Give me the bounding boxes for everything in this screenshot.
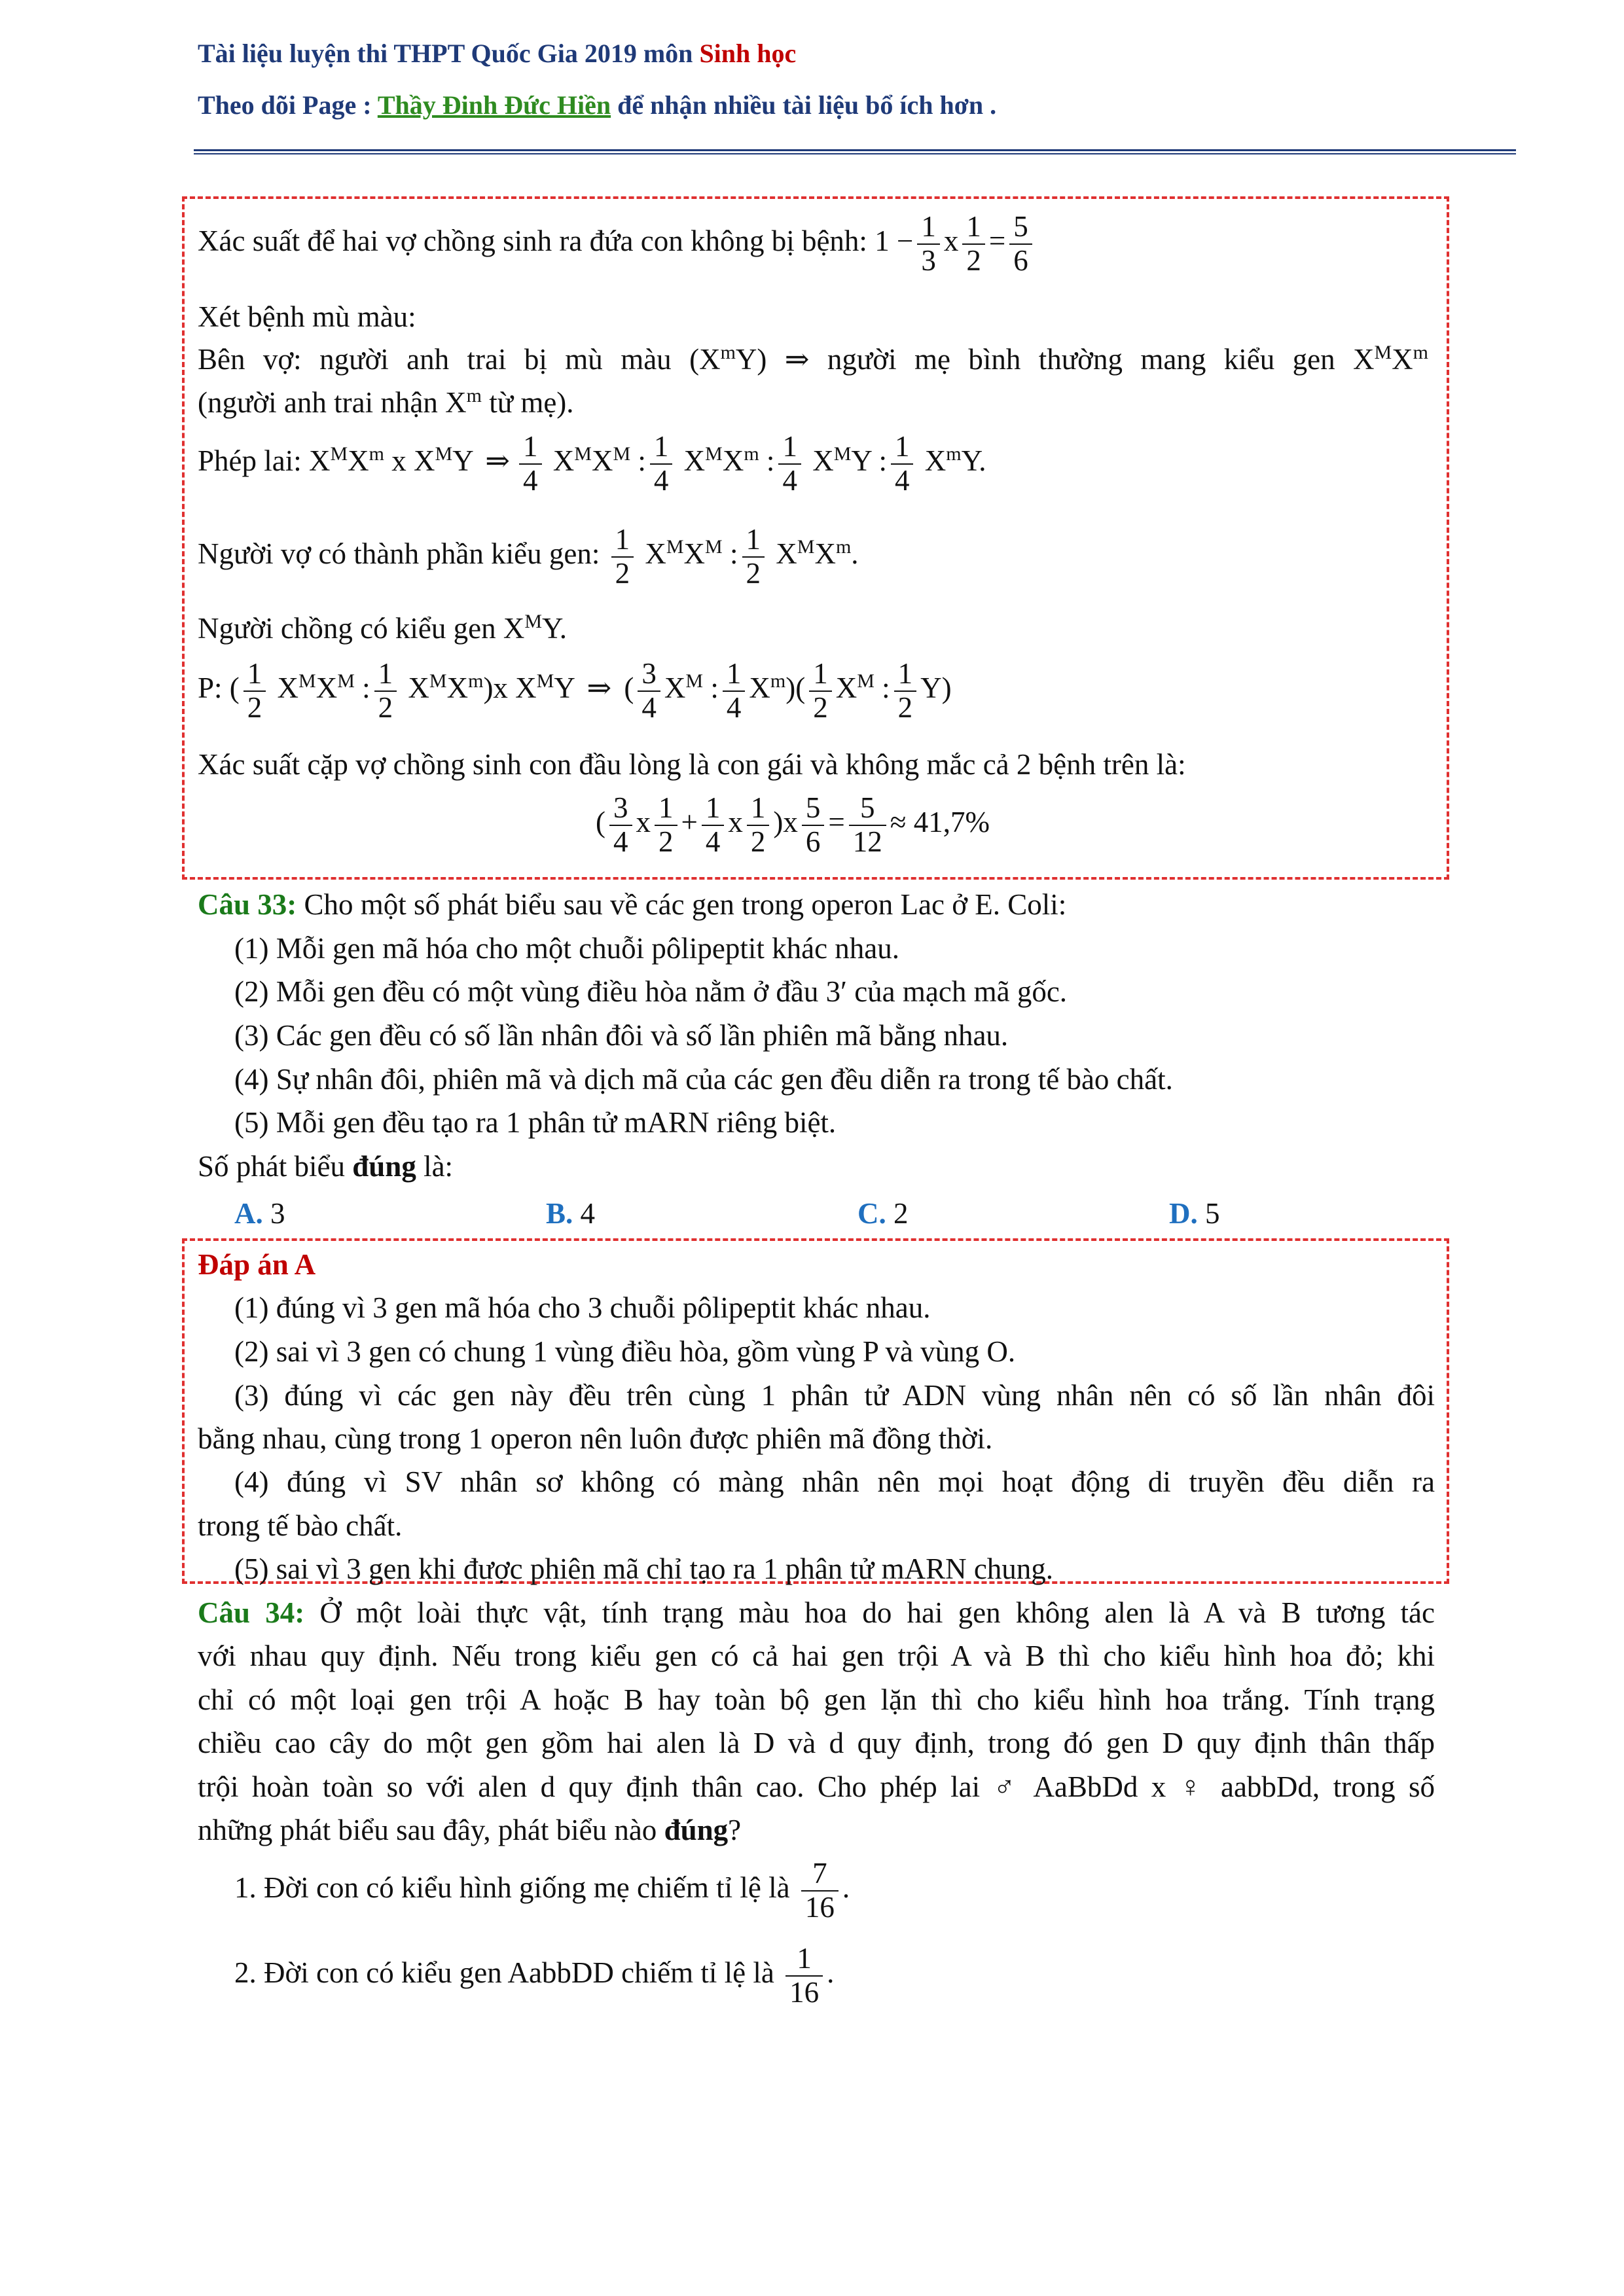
header-divider-thin xyxy=(194,153,1516,154)
option-a[interactable]: A. 3 xyxy=(234,1197,285,1230)
final-result: ≈ 41,7% xyxy=(890,805,990,838)
husband-genotype-line: Người chồng có kiểu gen $X^MY$. xyxy=(198,611,567,645)
wife-genotype-line: Người vợ có thành phần kiểu gen: $\frac{1}{2}$ $X^MX^M$ : $\frac{1}{2}$ $X^MX^m$. xyxy=(198,523,859,590)
question-34-line-6: những phát biểu sau đây, phát biểu nào đúng? xyxy=(198,1814,742,1846)
q33-ask: Số phát biểu đúng là: xyxy=(198,1150,454,1183)
colorblind-heading: Xét bệnh mù màu: xyxy=(198,300,416,333)
answer-33-line-5: (4) đúng vì SV nhân sơ không có màng nhân nên mọi hoạt động di truyền đều diễn ra xyxy=(234,1465,1435,1498)
brother-line: (người anh trai nhận $X^m$ từ mẹ). xyxy=(198,385,574,419)
parents-line: P: ( $\frac{1}{2}$ $X^MX^M$ : $\frac{1}{2}$ $X^MX^m)x$ $X^MY$ ⇒ ( $\frac{3}{4}$ $X^M$ : $\frac{1}{4}$ $X^m$)( $\frac{1}{2}$ $X^M$ : $\frac{1}{2}$ Y) xyxy=(198,657,952,724)
q33-statement-2: (2) Mỗi gen đều có một vùng điều hòa nằm ở đầu 3′ của mạch mã gốc. xyxy=(234,975,1068,1008)
option-d[interactable]: D. 5 xyxy=(1169,1197,1220,1230)
q34-statement-2: 2. Đời con có kiểu gen AabbDD chiếm tỉ lệ là $\frac{1}{16}$ . xyxy=(234,1942,835,2009)
question-34-line-3: chỉ có một loại gen trội A hoặc B hay toàn bộ gen lặn thì cho kiểu hình hoa trắng. Tính trạng xyxy=(198,1683,1435,1716)
final-prob-heading: Xác suất cặp vợ chồng sinh con đầu lòng là con gái và không mắc cả 2 bệnh trên là: xyxy=(198,748,1186,781)
answer-33-line-4: bằng nhau, cùng trong 1 operon nên luôn được phiên mã đồng thời. xyxy=(198,1422,993,1455)
final-prob-formula: ( $\frac{3}{4}$ x $\frac{1}{2}$ + $\frac{1}{4}$ x $\frac{1}{2}$ )x $\frac{5}{6}$ = $\frac{5}{12}$ ≈ 41,7% xyxy=(596,791,990,858)
question-34-line-1: Câu 34: Ở một loài thực vật, tính trạng màu hoa do hai gen không alen là A và B tương tác xyxy=(198,1596,1435,1629)
question-34-line-4: chiều cao cây do một gen gồm hai alen là D và d quy định, trong đó gen D quy định thân thấp xyxy=(198,1727,1435,1759)
question-34-line-5: trội hoàn toàn so với alen d quy định thân cao. Cho phép lai ♂ AaBbDd x ♀ aabbDd, trong số xyxy=(198,1770,1435,1803)
answer-33-line-2: (2) sai vì 3 gen có chung 1 vùng điều hòa, gồm vùng P và vùng O. xyxy=(234,1335,1016,1368)
question-34-line-2: với nhau quy định. Nếu trong kiểu gen có cả hai gen trội A và B thì cho kiểu hình hoa đỏ; khi xyxy=(198,1640,1435,1672)
answer-33-line-7: (5) sai vì 3 gen khi được phiên mã chỉ tạo ra 1 phân tử mARN chung. xyxy=(234,1552,1054,1585)
answer-33-title: Đáp án A xyxy=(198,1248,316,1281)
page-link[interactable]: Thầy Đinh Đức Hiền xyxy=(377,90,611,120)
question-33-stem: Câu 33: Cho một số phát biểu sau về các gen trong operon Lac ở E. Coli: xyxy=(198,888,1067,921)
cross-line: Phép lai: $X^MX^m$ x $X^MY$ ⇒ $\frac{1}{4}$ $X^MX^M$ : $\frac{1}{4}$ $X^MX^m$ : $\frac{1}{4}$ $X^MY$ : $\frac{1}{4}$ $X^mY$. xyxy=(198,430,986,497)
q34-statement-1: 1. Đời con có kiểu hình giống mẹ chiếm tỉ lệ là $\frac{7}{16}$ . xyxy=(234,1857,850,1924)
header-subject: Sinh học xyxy=(699,39,797,68)
prob-healthy-line: Xác suất để hai vợ chồng sinh ra đứa con không bị bệnh: 1 − $\frac{1}{3}$ x $\frac{1}{2}$ = $\frac{5}{6}$ xyxy=(198,211,1036,277)
answer-33-line-6: trong tế bào chất. xyxy=(198,1509,403,1542)
header-title: Tài liệu luyện thi THPT Quốc Gia 2019 môn Sinh học xyxy=(198,39,797,68)
answer-33-line-1: (1) đúng vì 3 gen mã hóa cho 3 chuỗi pôlipeptit khác nhau. xyxy=(234,1291,931,1324)
q33-statement-5: (5) Mỗi gen đều tạo ra 1 phân tử mARN riêng biệt. xyxy=(234,1106,837,1139)
option-b[interactable]: B. 4 xyxy=(546,1197,596,1230)
q33-statement-4: (4) Sự nhân đôi, phiên mã và dịch mã của các gen đều diễn ra trong tế bào chất. xyxy=(234,1063,1173,1096)
header-follow: Theo dõi Page : Thầy Đinh Đức Hiền để nhận nhiều tài liệu bổ ích hơn . xyxy=(198,90,997,120)
q33-statement-3: (3) Các gen đều có số lần nhân đôi và số lần phiên mã bằng nhau. xyxy=(234,1019,1009,1052)
option-c[interactable]: C. 2 xyxy=(857,1197,909,1230)
header-divider xyxy=(194,149,1516,151)
answer-33-line-3: (3) đúng vì các gen này đều trên cùng 1 phân tử ADN vùng nhân nên có số lần nhân đôi xyxy=(234,1379,1435,1412)
wife-side-line: Bên vợ: người anh trai bị mù màu $(X^mY)$ ⇒ người mẹ bình thường mang kiểu gen $X^MX^m$ xyxy=(198,342,1429,376)
q33-statement-1: (1) Mỗi gen mã hóa cho một chuỗi pôlipeptit khác nhau. xyxy=(234,932,900,965)
